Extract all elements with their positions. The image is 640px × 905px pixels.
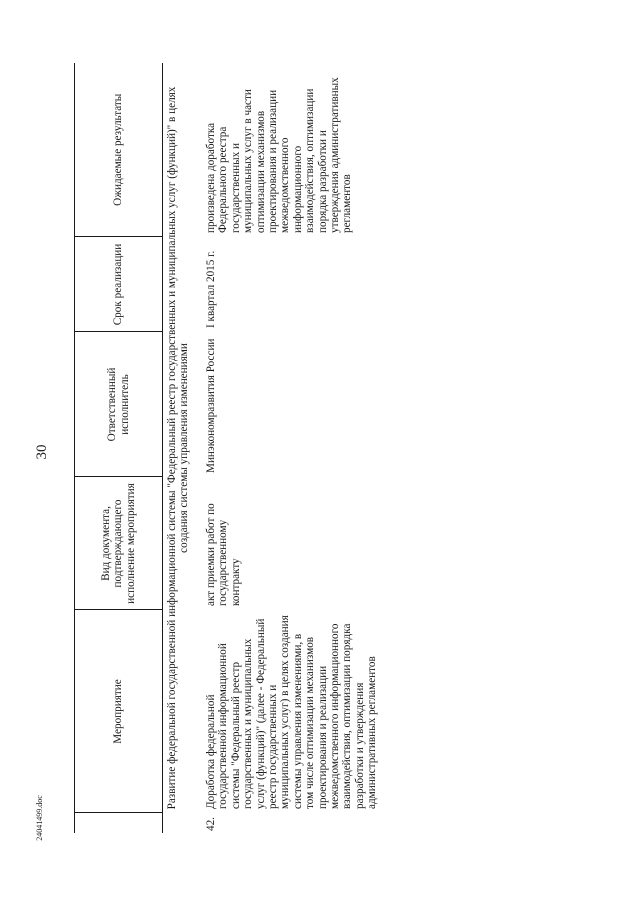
header-activity: Мероприятие — [75, 610, 163, 813]
row-number: 42. — [205, 817, 217, 831]
activities-table — [74, 63, 383, 833]
header-result: Ожидаемые результаты — [75, 63, 163, 237]
header-number — [75, 813, 163, 833]
section-row — [163, 63, 202, 833]
header-document: Вид документа, подтверждающего исполнение мероприятия — [75, 477, 163, 610]
header-deadline: Срок реализации — [75, 237, 163, 332]
header-executor: Ответственный исполнитель — [75, 332, 163, 477]
row-deadline: I квартал 2015 г. — [205, 250, 217, 328]
table-row — [201, 63, 383, 833]
rotated-page-content — [74, 63, 586, 833]
section-title: Развитие федеральной государственной информационной системы "Федеральный реестр государственных и муниципальных услуг (функций)" в целях создания системы управления изменениями — [166, 86, 191, 810]
table-header-row — [75, 63, 163, 833]
page-number: 30 — [34, 444, 50, 460]
row-result: произведена доработка Федерального реестра государственных и муниципальных услуг в части оптимизации механизмов проектирования и реализации межведомственного информационного взаимодействия, оптимизации порядка разработки и утверждения административных регламентов — [205, 77, 354, 233]
row-executor: Минэкономразвития России — [205, 338, 217, 473]
row-document: акт приемки работ по государственному контракту — [205, 503, 242, 606]
row-activity: Доработка федеральной государственной информационной системы "Федеральный реестр государственных и муниципальных услуг (функций)" (далее - Федеральный реестр государственных и муниципальных услуг) в целях создания системы управления изменениями, в том числе оптимизации механизмов проектирования и реализации межведомственного информационного взаимодействия, оптимизации порядка разработки и утверждения административных регламентов — [205, 615, 379, 809]
document-id: 24041499.doc — [35, 795, 44, 841]
